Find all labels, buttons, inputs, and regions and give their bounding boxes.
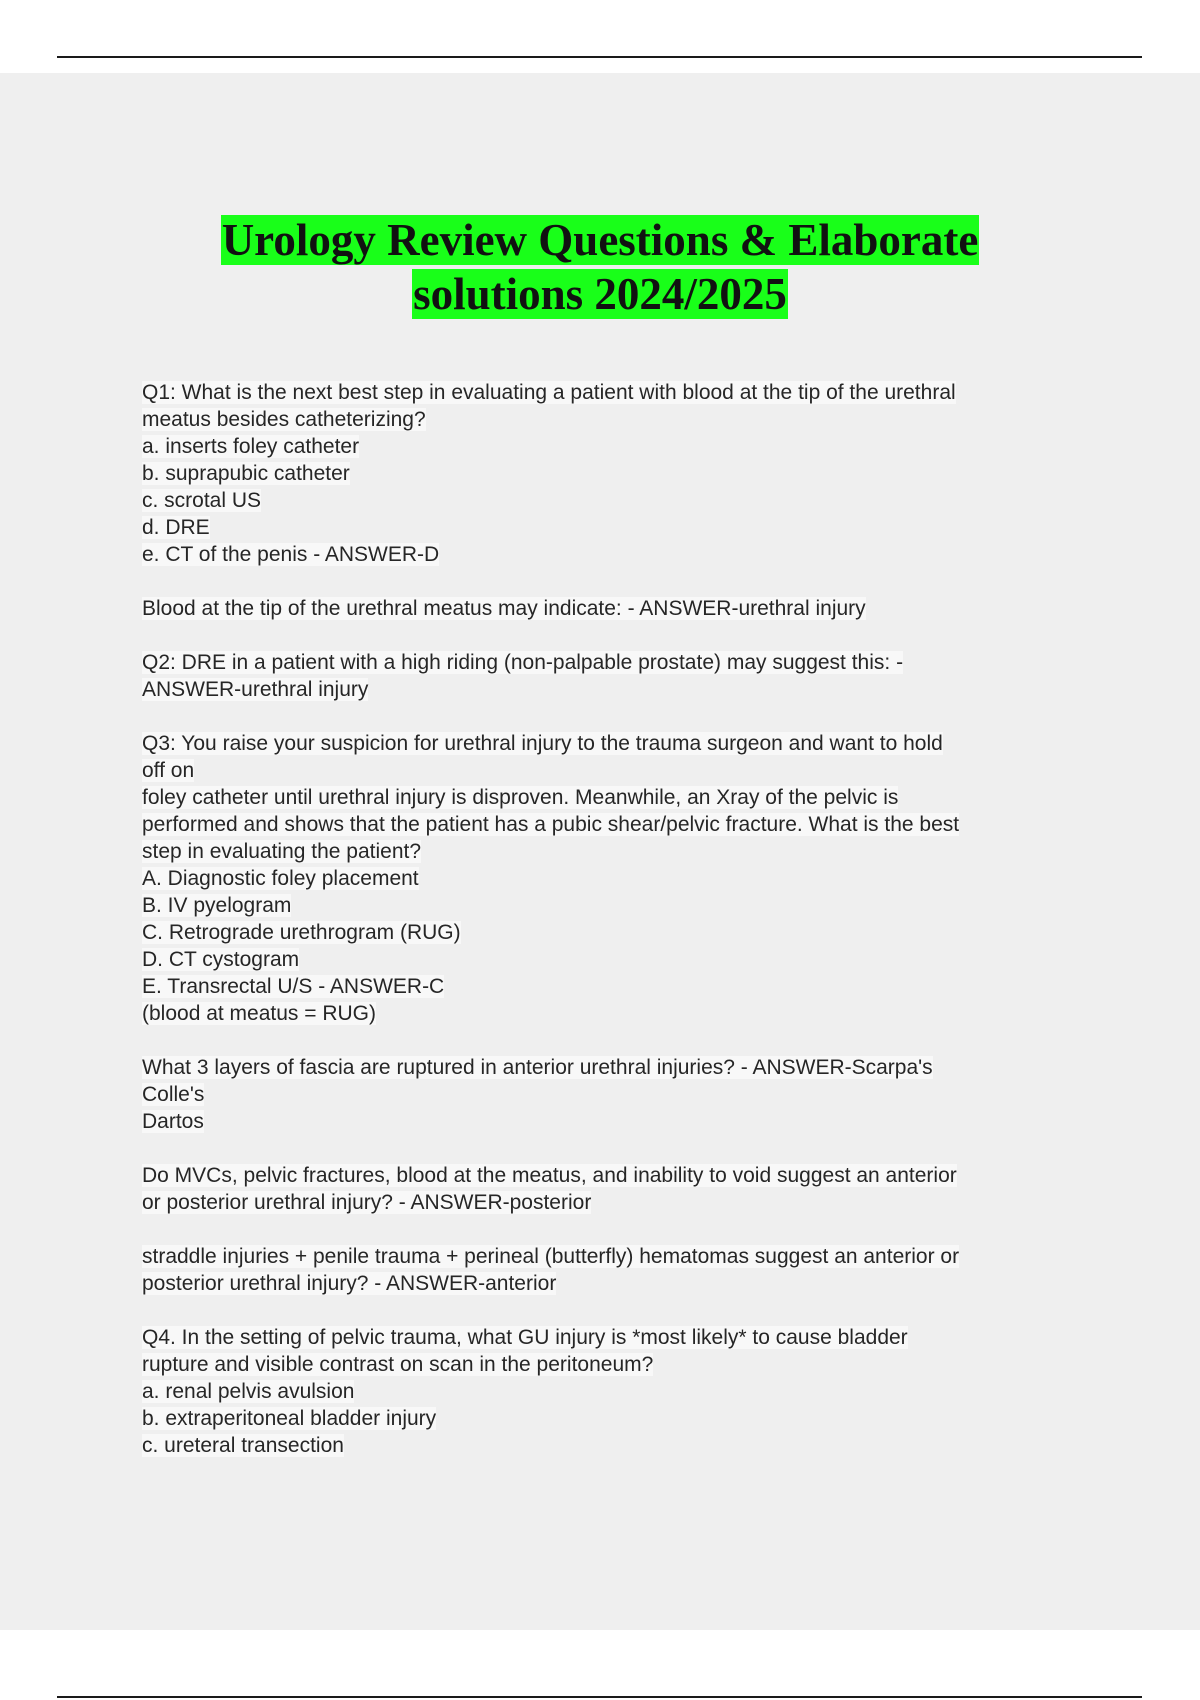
text-line-content: Q3: You raise your suspicion for urethral injury to the trauma surgeon and want to hold (142, 732, 943, 755)
qa-block (142, 1054, 1072, 1135)
text-line-content: straddle injuries + penile trauma + perineal (butterfly) hematomas suggest an anterior or (142, 1245, 960, 1268)
text-line-content: D. CT cystogram (142, 948, 300, 971)
text-line-content: step in evaluating the patient? (142, 840, 422, 863)
text-line (142, 973, 1072, 1000)
text-line-content: Q2: DRE in a patient with a high riding (non-palpable prostate) may suggest this: - (142, 651, 904, 674)
text-line-content: b. suprapubic catheter (142, 462, 350, 485)
text-line-content: Blood at the tip of the urethral meatus may indicate: - ANSWER-urethral injury (142, 597, 866, 620)
text-line (142, 946, 1072, 973)
text-line (142, 838, 1072, 865)
text-line-content: meatus besides catheterizing? (142, 408, 426, 431)
text-line (142, 1081, 1072, 1108)
text-line (142, 460, 1072, 487)
text-line (142, 379, 1072, 406)
text-line (142, 1432, 1072, 1459)
text-line (142, 1351, 1072, 1378)
qa-block (142, 1162, 1072, 1216)
text-line (142, 514, 1072, 541)
text-line-content: E. Transrectal U/S - ANSWER-C (142, 975, 445, 998)
text-line-content: Dartos (142, 1110, 204, 1133)
text-line-content: posterior urethral injury? - ANSWER-anterior (142, 1272, 557, 1295)
document-body (142, 379, 1072, 1486)
qa-block (142, 595, 1072, 622)
document-page (0, 73, 1200, 1630)
text-line-content: foley catheter until urethral injury is disproven. Meanwhile, an Xray of the pelvic is (142, 786, 899, 809)
text-line (142, 1378, 1072, 1405)
text-line-content: Do MVCs, pelvic fractures, blood at the meatus, and inability to void suggest an anterior (142, 1164, 957, 1187)
text-line-content: rupture and visible contrast on scan in the peritoneum? (142, 1353, 654, 1376)
text-line-content: d. DRE (142, 516, 210, 539)
title-line-1: Urology Review Questions & Elaborate (221, 215, 979, 265)
text-line-content: What 3 layers of fascia are ruptured in anterior urethral injuries? - ANSWER-Scarpa's (142, 1056, 933, 1079)
text-line (142, 784, 1072, 811)
text-line (142, 541, 1072, 568)
text-line (142, 865, 1072, 892)
text-line-content: C. Retrograde urethrogram (RUG) (142, 921, 461, 944)
text-line-content: B. IV pyelogram (142, 894, 292, 917)
text-line-content: A. Diagnostic foley placement (142, 867, 419, 890)
text-line-content: a. inserts foley catheter (142, 435, 360, 458)
text-line-content: performed and shows that the patient has a pubic shear/pelvic fracture. What is the best (142, 813, 960, 836)
text-line-content: Colle's (142, 1083, 205, 1106)
text-line (142, 649, 1072, 676)
text-line (142, 811, 1072, 838)
text-line-content: e. CT of the penis - ANSWER-D (142, 543, 440, 566)
text-line (142, 406, 1072, 433)
text-line (142, 730, 1072, 757)
text-line (142, 1405, 1072, 1432)
text-line (142, 487, 1072, 514)
text-line-content: or posterior urethral injury? - ANSWER-posterior (142, 1191, 592, 1214)
text-line (142, 433, 1072, 460)
text-line (142, 892, 1072, 919)
top-rule (57, 56, 1142, 58)
text-line (142, 1189, 1072, 1216)
bottom-rule (57, 1696, 1142, 1698)
text-line (142, 1054, 1072, 1081)
document-title (0, 213, 1200, 321)
title-line-2: solutions 2024/2025 (413, 269, 787, 319)
qa-block (142, 1243, 1072, 1297)
text-line-content: b. extraperitoneal bladder injury (142, 1407, 437, 1430)
text-line-content: c. ureteral transection (142, 1434, 344, 1457)
text-line (142, 757, 1072, 784)
text-line-content: ANSWER-urethral injury (142, 678, 369, 701)
qa-block (142, 730, 1072, 1027)
qa-block (142, 649, 1072, 703)
qa-block (142, 379, 1072, 568)
text-line (142, 1243, 1072, 1270)
text-line-content: (blood at meatus = RUG) (142, 1002, 377, 1025)
text-line-content: Q4. In the setting of pelvic trauma, what GU injury is *most likely* to cause bladder (142, 1326, 908, 1349)
text-line (142, 1000, 1072, 1027)
text-line (142, 676, 1072, 703)
text-line (142, 1270, 1072, 1297)
text-line-content: c. scrotal US (142, 489, 262, 512)
text-line (142, 595, 1072, 622)
text-line-content: Q1: What is the next best step in evaluating a patient with blood at the tip of the urethral (142, 381, 956, 404)
text-line-content: a. renal pelvis avulsion (142, 1380, 355, 1403)
text-line (142, 919, 1072, 946)
text-line (142, 1108, 1072, 1135)
qa-block (142, 1324, 1072, 1459)
text-line (142, 1162, 1072, 1189)
text-line-content: off on (142, 759, 195, 782)
text-line (142, 1324, 1072, 1351)
